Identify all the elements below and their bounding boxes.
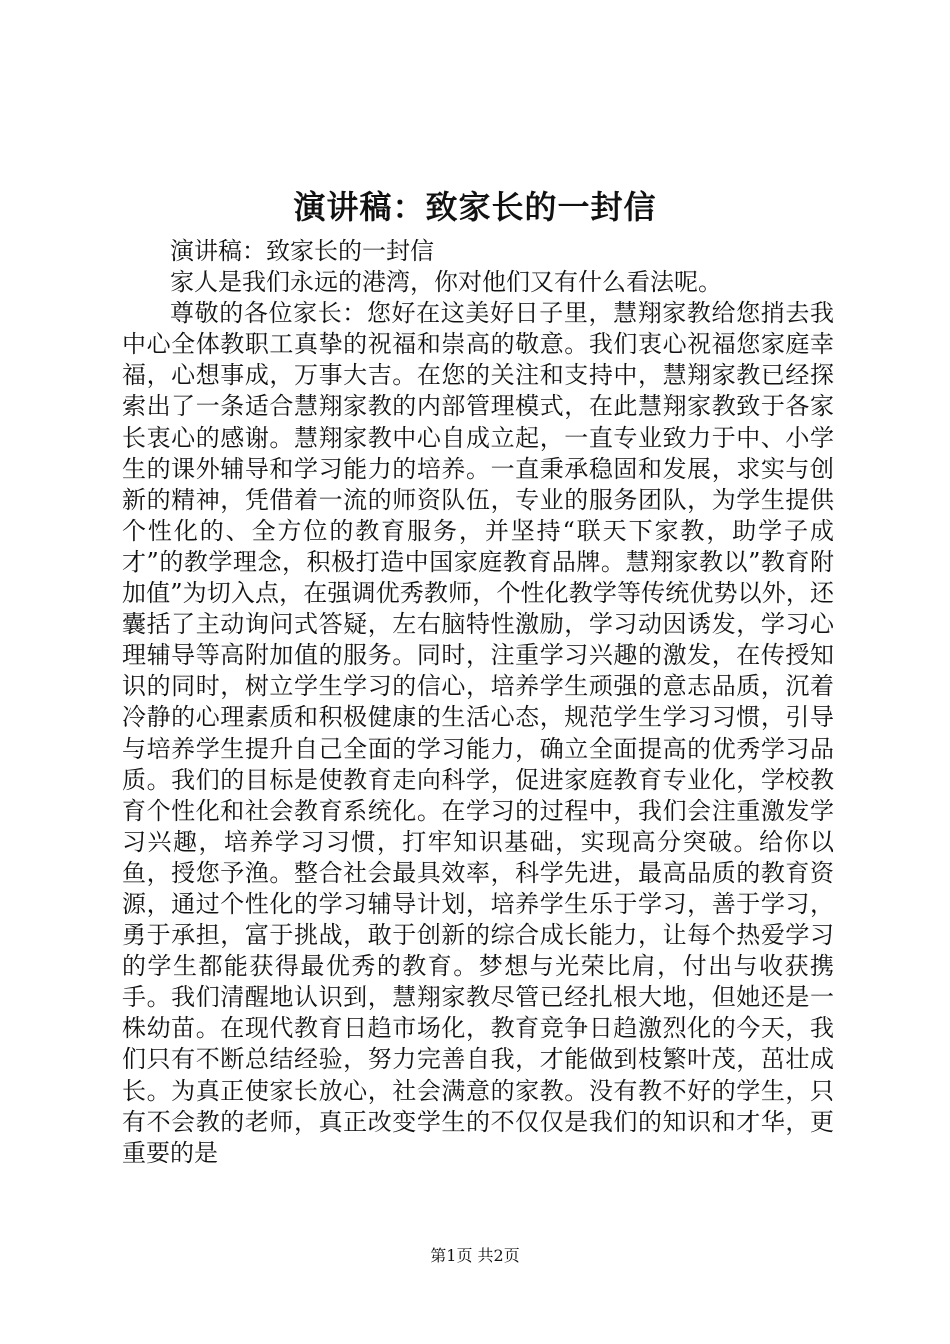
page-footer: 第1页 共2页 [430, 1246, 520, 1265]
document-title: 演讲稿：致家长的一封信 [293, 188, 657, 226]
paragraph-letter-body: 尊敬的各位家长：您好在这美好日子里，慧翔家教给您捎去我中心全体教职工真挚的祝福和崇高的敬意。我们衷心祝福您家庭幸福，心想事成，万事大吉。在您的关注和支持中，慧翔家教已经探索出了一条适合慧翔家教的内部管理模式，在此慧翔家教致于各家长衷心的感谢。慧翔家教中心自成立起，一直专业致力于中、小学生的课外辅导和学习能力的培养。一直秉承稳固和发展，求实与创新的精神，凭借着一流的师资队伍，专业的服务团队，为学生提供个性化的、全方位的教育服务，并坚持“联天下家教，助学子成才”的教学理念，积极打造中国家庭教育品牌。慧翔家教以”教育附加值”为切入点，在强调优秀教师，个性化教学等传统优势以外，还囊括了主动询问式答疑，左右脑特性激励，学习动因诱发，学习心理辅导等高附加值的服务。同时，注重学习兴趣的激发，在传授知识的同时，树立学生学习的信心，培养学生顽强的意志品质，沉着冷静的心理素质和积极健康的生活心态，规范学生学习习惯，引导与培养学生提升自己全面的学习能力，确立全面提高的优秀学习品质。我们的目标是使教育走向科学，促进家庭教育专业化，学校教育个性化和社会教育系统化。在学习的过程中，我们会注重激发学习兴趣，培养学习习惯，打牢知识基础，实现高分突破。给你以鱼，授您予渔。整合社会最具效率，科学先进，最高品质的教育资源，通过个性化的学习辅导计划，培养学生乐于学习，善于学习，勇于承担，富于挑战，敢于创新的综合成长能力，让每个热爱学习的学生都能获得最优秀的教育。梦想与光荣比肩，付出与收获携手。我们清醒地认识到，慧翔家教尽管已经扎根大地，但她还是一株幼苗。在现代教育日趋市场化，教育竞争日趋激烈化的今天，我们只有不断总结经验，努力完善自我，才能做到枝繁叶茂，茁壮成长。为真正使家长放心，社会满意的家教。没有教不好的学生，只有不会教的老师，真正改变学生的不仅仅是我们的知识和才华，更重要的是 [122, 299, 834, 1167]
paragraph-intro: 家人是我们永远的港湾，你对他们又有什么看法呢。 [170, 268, 722, 297]
paragraph-subtitle: 演讲稿：致家长的一封信 [170, 237, 434, 265]
document-body [122, 236, 834, 1169]
